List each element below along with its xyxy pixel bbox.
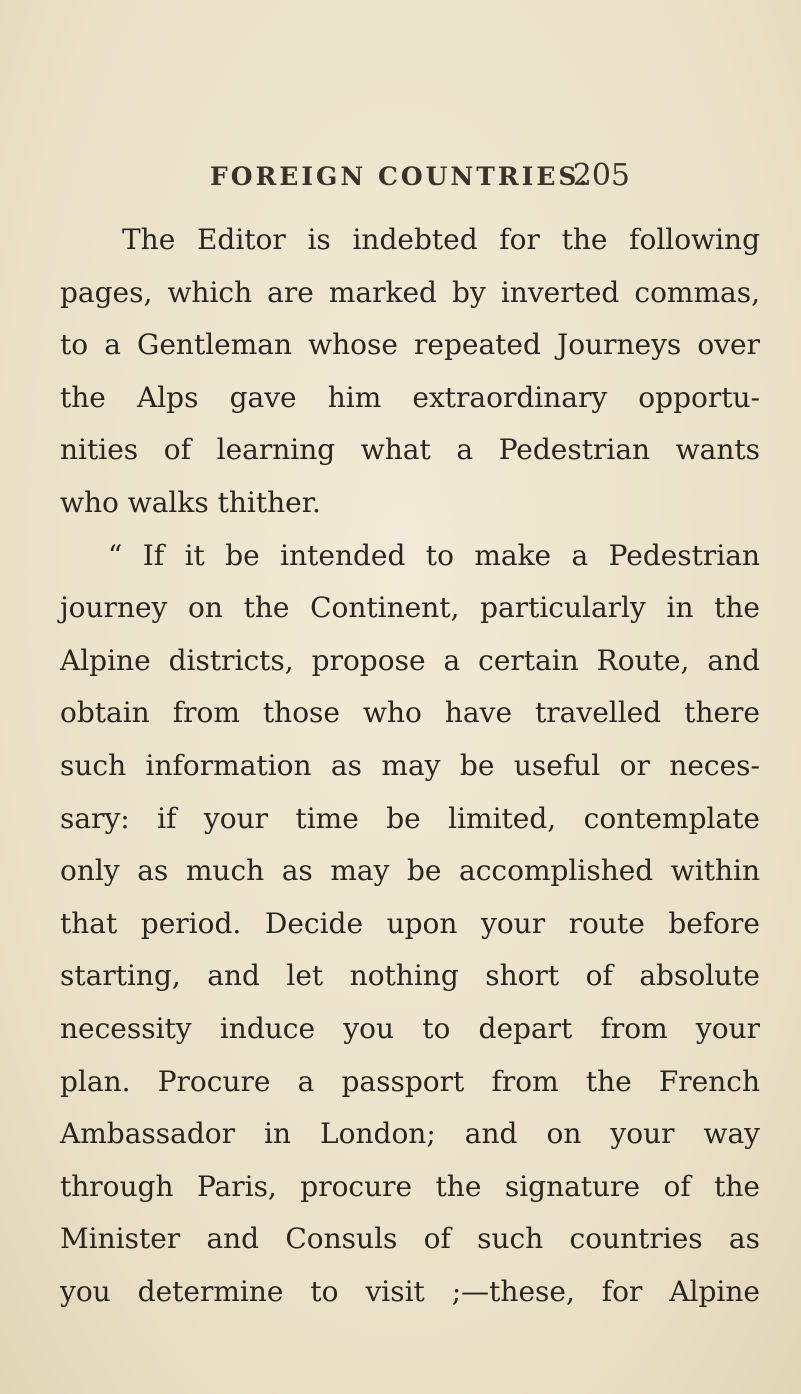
page-header — [210, 158, 630, 198]
text-line: to a Gentleman whose repeated Journeys over — [60, 328, 760, 362]
text-line: pages, which are marked by inverted commas, — [60, 275, 760, 309]
text-line: you determine to visit ;—these, for Alpine — [60, 1274, 760, 1308]
page-number: 205 — [572, 158, 630, 193]
paragraph-editor-note — [60, 214, 760, 530]
text-line: sary: if your time be limited, contemplate — [60, 801, 760, 835]
text-line: necessity induce you to depart from your — [60, 1011, 760, 1045]
text-line: “ If it be intended to make a Pedestrian — [108, 538, 760, 572]
text-line: journey on the Continent, particularly in the — [60, 591, 760, 625]
text-line: who walks thither. — [60, 485, 321, 519]
text-line: such information as may be useful or neces- — [60, 748, 760, 782]
text-line: Ambassador in London; and on your way — [60, 1117, 760, 1151]
body-text — [60, 214, 760, 1318]
text-line: The Editor is indebted for the following — [122, 223, 760, 256]
text-line: plan. Procure a passport from the French — [60, 1064, 760, 1098]
running-title: FOREIGN COUNTRIES. — [210, 162, 591, 191]
text-line: Minister and Consuls of such countries as — [60, 1222, 760, 1256]
text-line: Alpine districts, propose a certain Route, and — [60, 643, 760, 677]
text-line: through Paris, procure the signature of the — [60, 1169, 760, 1203]
text-line: nities of learning what a Pedestrian wants — [60, 433, 760, 467]
text-line: starting, and let nothing short of absolute — [60, 959, 760, 993]
paragraph-quoted-advice — [60, 530, 760, 1319]
text-line: the Alps gave him extraordinary opportu- — [60, 380, 760, 414]
text-line: only as much as may be accomplished within — [60, 854, 760, 888]
text-line: that period. Decide upon your route before — [60, 906, 760, 940]
text-line: obtain from those who have travelled there — [60, 696, 760, 730]
